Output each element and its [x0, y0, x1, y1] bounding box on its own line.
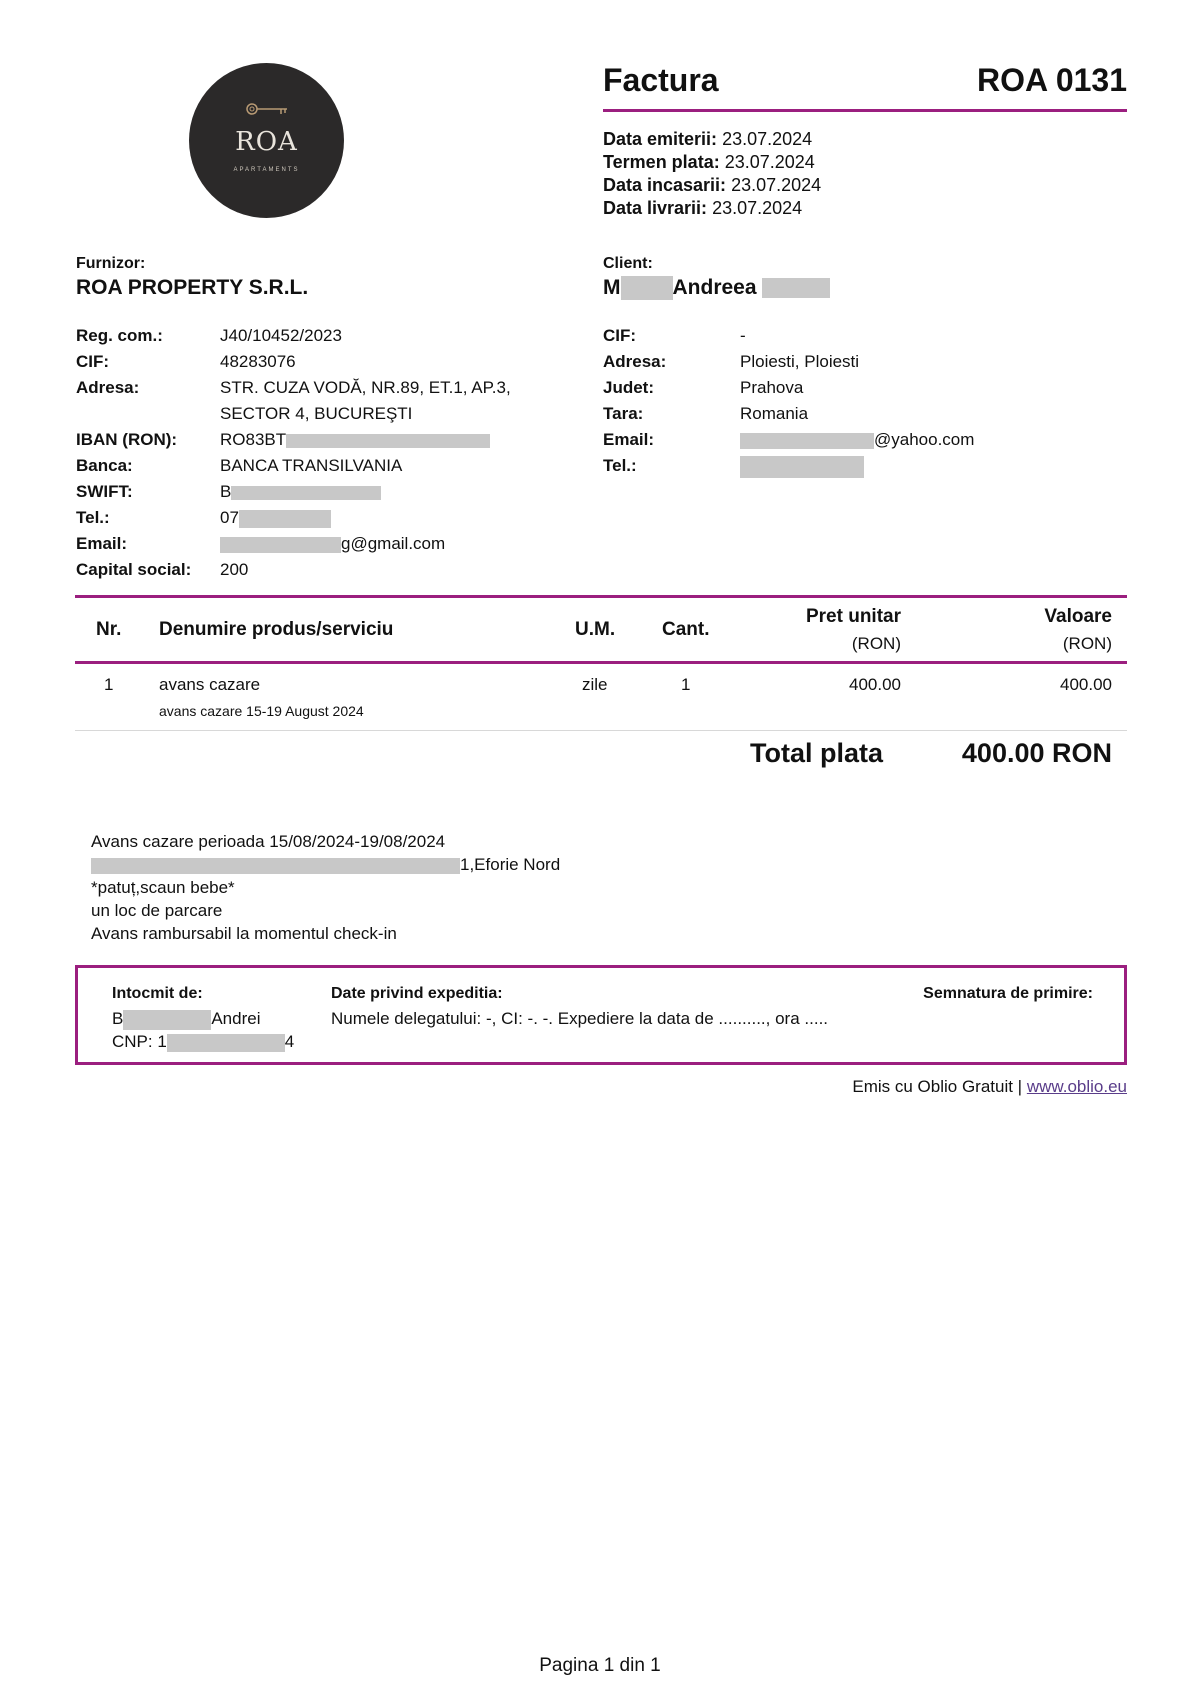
company-logo: [189, 63, 344, 218]
date-label: Data livrarii:: [603, 198, 708, 218]
date-value: 23.07.2024: [731, 175, 822, 195]
header-divider: [603, 109, 1127, 112]
redaction: [286, 434, 490, 448]
client-field: Tara: Romania: [603, 404, 809, 423]
table-bottom-rule: [75, 730, 1127, 731]
date-value: 23.07.2024: [722, 129, 813, 149]
client-field: Email: @yahoo.com: [603, 430, 975, 449]
column-header-um: U.M.: [575, 619, 616, 640]
redaction: [231, 486, 381, 500]
supplier-field: SWIFT: B: [76, 479, 536, 505]
date-label: Data emiterii:: [603, 129, 718, 149]
date-row: [603, 197, 821, 220]
date-label: Termen plata:: [603, 152, 720, 172]
date-value: 23.07.2024: [712, 198, 803, 218]
note-line: Avans cazare perioada 15/08/2024-19/08/2024: [91, 832, 446, 851]
date-value: 23.07.2024: [724, 152, 815, 172]
redaction: [621, 276, 673, 300]
note-line: un loc de parcare: [91, 901, 223, 920]
redaction: [123, 1010, 211, 1030]
row-qty: 1: [681, 675, 691, 694]
supplier-field: IBAN (RON): RO83BT: [76, 427, 536, 453]
redaction: [740, 456, 864, 478]
row-um: zile: [582, 675, 608, 694]
table-header-rule: [75, 661, 1127, 664]
supplier-field: CIF: 48283076: [76, 352, 296, 371]
invoice-dates: [603, 128, 821, 220]
prepared-by-cnp: CNP: 1 4: [112, 1032, 295, 1051]
prepared-by-name: B Andrei: [112, 1009, 261, 1028]
redaction: [740, 433, 874, 449]
column-header-nr: Nr.: [96, 619, 122, 640]
client-field: Adresa: Ploiesti, Ploiesti: [603, 352, 860, 371]
row-nr: 1: [104, 675, 114, 694]
supplier-field: Adresa: STR. CUZA VODĂ, NR.89, ET.1, AP.3, SECTOR 4, BUCUREŞTI: [76, 378, 511, 423]
note-line: Avans rambursabil la momentul check-in: [91, 924, 397, 943]
supplier-details: [76, 323, 536, 583]
column-header-qty: Cant.: [662, 619, 710, 640]
page-number: Pagina 1 din 1: [539, 1655, 661, 1676]
issued-with: Emis cu Oblio Gratuit | www.oblio.eu: [852, 1077, 1127, 1096]
column-header-price-unit: (RON): [851, 634, 901, 653]
column-header-value-unit: (RON): [1062, 634, 1112, 653]
shipping-details: Numele delegatului: -, CI: -. -. Expediere la data de .........., ora .....: [331, 1009, 829, 1028]
invoice-number: ROA 0131: [977, 62, 1127, 98]
document-title: Factura: [603, 62, 719, 98]
row-description: avans cazare 15-19 August 2024: [159, 703, 364, 719]
supplier-field: Capital social: 200: [76, 560, 249, 579]
prepared-by-title: Intocmit de:: [112, 985, 203, 1002]
shipping-title: Date privind expeditia:: [331, 985, 503, 1002]
logo-brand: ROA: [235, 127, 298, 157]
total-label: Total plata: [750, 738, 884, 768]
column-header-name: Denumire produs/serviciu: [159, 619, 394, 640]
date-row: [603, 151, 821, 174]
redaction: [91, 858, 460, 874]
client-details: [603, 323, 1127, 479]
note-line: 1,Eforie Nord: [91, 853, 560, 876]
supplier-field: Reg. com.: J40/10452/2023: [76, 326, 342, 345]
column-header-value: Valoare: [1044, 606, 1112, 627]
date-label: Data incasarii:: [603, 175, 727, 195]
logo-subtitle: APARTAMENTS: [233, 167, 300, 173]
oblio-link[interactable]: www.oblio.eu: [1026, 1077, 1127, 1096]
redaction: [167, 1034, 285, 1052]
date-row: [603, 128, 821, 151]
date-row: [603, 174, 821, 197]
client-caption: Client:: [603, 255, 653, 272]
footer-box: [75, 965, 1127, 1065]
row-price: 400.00: [849, 675, 901, 694]
signature-title: Semnatura de primire:: [923, 985, 1093, 1002]
supplier-name: ROA PROPERTY S.R.L.: [76, 276, 309, 299]
note-line: *patuț,scaun bebe*: [91, 878, 235, 897]
client-field: Tel.:: [603, 453, 1127, 479]
redaction: [239, 510, 331, 528]
client-field: Judet: Prahova: [603, 378, 804, 397]
redaction: [220, 537, 341, 553]
invoice-notes: [91, 830, 560, 945]
supplier-field: Email: g@gmail.com: [76, 534, 446, 553]
redaction: [762, 278, 830, 298]
column-header-price: Pret unitar: [805, 606, 901, 627]
supplier-caption: Furnizor:: [76, 255, 146, 272]
table-top-rule: [75, 595, 1127, 598]
supplier-field: Tel.: 07: [76, 505, 536, 531]
supplier-field: Banca: BANCA TRANSILVANIA: [76, 456, 403, 475]
client-field: CIF: -: [603, 326, 746, 345]
total-value: 400.00 RON: [961, 738, 1112, 768]
key-icon: [245, 101, 289, 117]
row-value: 400.00: [1060, 675, 1112, 694]
client-name: M Andreea: [603, 276, 830, 300]
row-name: avans cazare: [159, 675, 261, 694]
